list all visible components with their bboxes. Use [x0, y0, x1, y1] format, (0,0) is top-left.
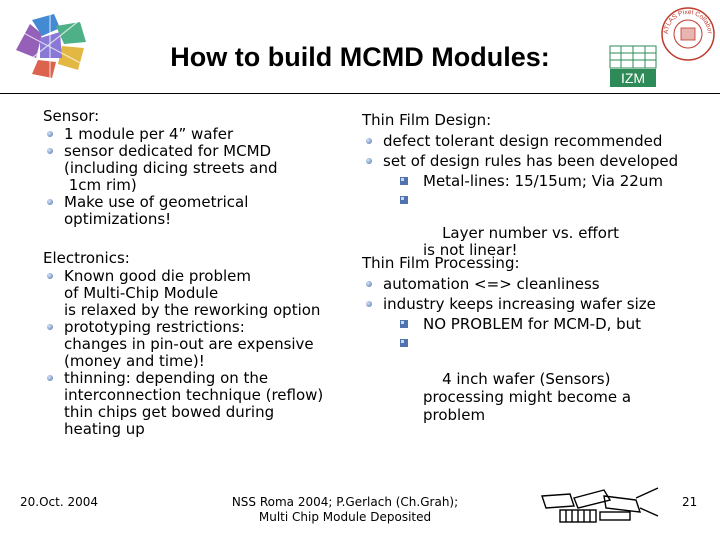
sensor-bullet [43, 143, 343, 194]
electronics-bullet [43, 370, 353, 438]
bullet-icon [47, 375, 53, 381]
electronics-heading: Electronics: [43, 249, 130, 267]
thin-film-design-section [362, 110, 712, 276]
electronics-bullet-text: thinning: depending on the interconnection technique (reflow) thin chips get bowed during heating up [64, 369, 324, 438]
electronics-bullet [43, 268, 353, 319]
sensor-bullet [43, 126, 343, 143]
bullet-icon [366, 301, 372, 307]
module-drawing-image [540, 486, 660, 524]
thin-film-processing-bullet [362, 274, 712, 294]
footer-citation-line1: NSS Roma 2004; P.Gerlach (Ch.Grah); [231, 495, 459, 509]
thin-film-design-bullet-text: defect tolerant design recommended [383, 132, 663, 150]
atlas-seal-logo [660, 6, 716, 62]
izm-logo [608, 44, 658, 88]
thin-film-design-bullet [362, 131, 712, 151]
page-number: 21 [682, 495, 698, 509]
electronics-section [43, 250, 353, 438]
sensor-bullet [43, 194, 343, 228]
thin-film-design-subitem-text: Metal-lines: 15/15um; Via 22um [423, 172, 663, 190]
square-bullet-icon [400, 196, 408, 204]
sensor-bullet-text: 1 module per 4” wafer [64, 125, 234, 143]
thin-film-processing-subitem [362, 314, 712, 334]
thin-film-processing-bullet [362, 294, 712, 314]
bullet-icon [47, 131, 53, 137]
sensor-heading: Sensor: [43, 107, 100, 125]
bullet-icon [47, 273, 53, 279]
bullet-icon [47, 148, 53, 154]
electronics-bullet-text: prototyping restrictions: changes in pin-out are expensive (money and time)! [64, 318, 314, 370]
bullet-icon [47, 324, 53, 330]
footer-date: 20.Oct. 2004 [20, 495, 98, 509]
sensor-bullet-text: sensor dedicated for MCMD (including dicing streets and 1cm rim) [64, 142, 278, 194]
square-bullet-icon [400, 339, 408, 347]
bullet-icon [366, 138, 372, 144]
footer-citation-line2: Multi Chip Module Deposited [258, 510, 432, 524]
thin-film-processing-section [362, 253, 712, 442]
bullet-icon [47, 199, 53, 205]
bullet-icon [366, 158, 372, 164]
bullet-icon [366, 281, 372, 287]
thin-film-design-bullet-text: set of design rules has been developed [383, 152, 679, 170]
izm-logo-text: IZM [620, 70, 646, 86]
thin-film-processing-heading: Thin Film Processing: [362, 254, 520, 272]
footer-citation [200, 495, 490, 525]
thin-film-design-bullet [362, 151, 712, 171]
thin-film-design-subitem [362, 171, 712, 191]
electronics-bullet-text: Known good die problem of Multi-Chip Module is relaxed by the reworking option [64, 267, 321, 319]
sensor-section [43, 108, 343, 228]
electronics-bullet [43, 319, 353, 370]
square-bullet-icon [400, 320, 408, 328]
thin-film-processing-subitem-text: NO PROBLEM for MCM-D, but [423, 315, 642, 333]
thin-film-design-heading: Thin Film Design: [362, 111, 492, 129]
seal-text: ATLAS Pixel Collabor [662, 8, 714, 35]
thin-film-processing-subitem [362, 334, 712, 442]
title-divider [0, 93, 720, 94]
page-title: How to build MCMD Modules: [170, 42, 550, 72]
thin-film-processing-subitem-text: 4 inch wafer (Sensors) processing might become a problem [423, 370, 632, 424]
sensor-bullet-text: Make use of geometrical optimizations! [64, 193, 249, 228]
thin-film-processing-bullet-text: industry keeps increasing wafer size [383, 295, 656, 313]
square-bullet-icon [400, 177, 408, 185]
thin-film-processing-bullet-text: automation <=> cleanliness [383, 275, 600, 293]
thin-film-design-subitem-text: Layer number vs. effort is not linear! [423, 224, 619, 259]
